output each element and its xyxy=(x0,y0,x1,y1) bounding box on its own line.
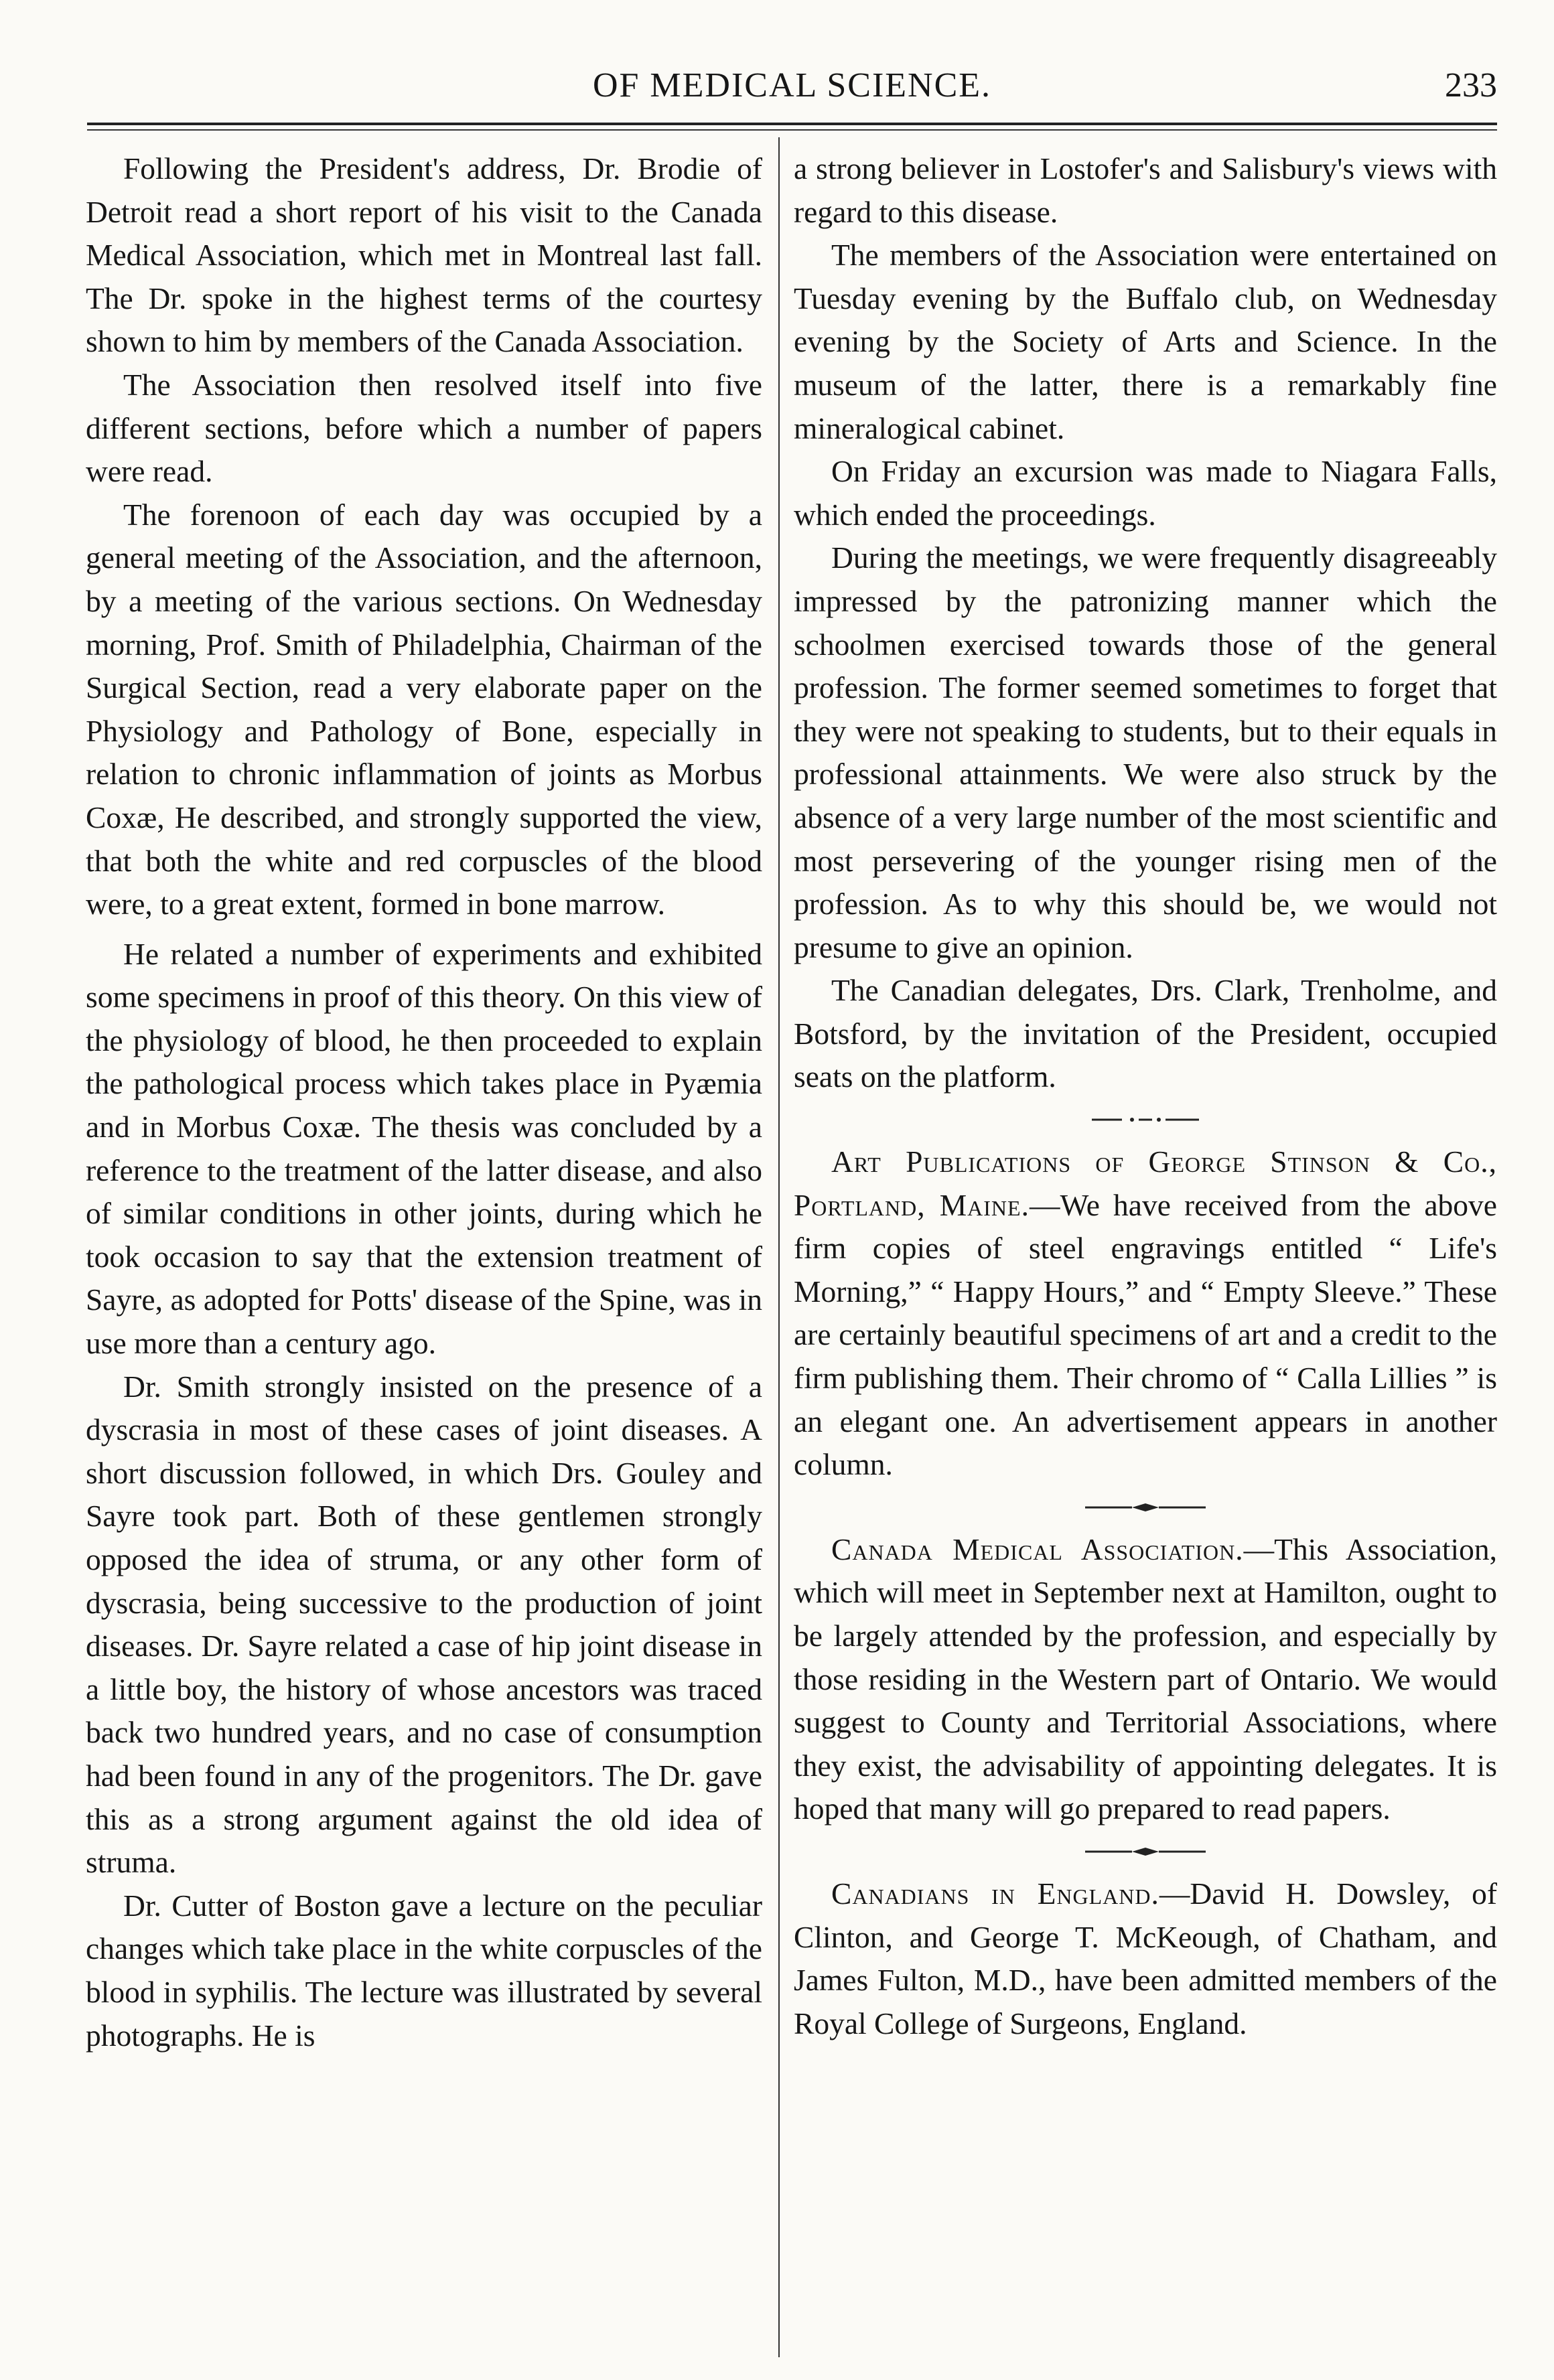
notice-body: —We have received from the above firm copies of steel engravings entitled “ Life's Morning,” “ Happy Hours,” and “ Empty Sleeve.” These are certainly beautiful specimens of art and a credit to the firm publishing them. Their chromo of “ Calla Lillies ” is an elegant one. An advertisement appears in another column. xyxy=(794,1187,1497,1482)
page-number: 233 xyxy=(1445,66,1497,104)
notice-heading: Canadians in England. xyxy=(831,1876,1159,1911)
paragraph: The Association then resolved itself into five different sections, before which a number of papers were read. xyxy=(86,367,762,489)
notice-body: —This Association, which will meet in September next at Hamilton, ought to be largely attended by the profession, and especially by those residing in the Western part of Ontario. We would suggest to County and Territorial Associations, where they exist, the advisability of appointing delegates. It is hoped that many will go prepared to read papers. xyxy=(794,1532,1498,1826)
section-ornament xyxy=(794,1831,1497,1872)
running-title: OF MEDICAL SCIENCE. xyxy=(592,66,992,104)
left-column xyxy=(86,147,762,2057)
paragraph: He related a number of experiments and exhibited some specimens in proof of this theory. On this view of the physiology of blood, he then proceeded to explain the pathological process which takes place in Pyæmia and in Morbus Coxæ. The thesis was concluded by a reference to the treatment of the latter disease, and also of similar conditions in other joints, during which he took occasion to say that the extension treatment of Sayre, as adopted for Potts' disease of the Spine, was in use more than a century ago. xyxy=(86,936,762,1361)
paragraph: On Friday an excursion was made to Niagara Falls, which ended the proceedings. xyxy=(794,454,1497,532)
notice-heading: Canada Medical Association. xyxy=(831,1532,1244,1566)
right-column xyxy=(794,147,1497,2045)
running-header xyxy=(87,66,1497,113)
section-ornament xyxy=(794,1099,1497,1140)
paragraph: The Canadian delegates, Drs. Clark, Trenholme, and Botsford, by the invitation of the President, occupied seats on the platform. xyxy=(794,973,1497,1094)
header-rule-thick xyxy=(87,123,1497,125)
notice-body: —David H. Dowsley, of Clinton, and George T. McKeough, of Chatham, and James Fulton, M.D., have been admitted members of the Royal College of Surgeons, England. xyxy=(794,1876,1497,2040)
notice-canada-medical-association xyxy=(794,1528,1497,1831)
paragraph: The forenoon of each day was occupied by a general meeting of the Association, and the afternoon, by a meeting of the various sections. On Wednesday morning, Prof. Smith of Philadelphia, Chairman of the Surgical Section, read a very elaborate paper on the Physiology and Pathology of Bone, especially in relation to chronic inflammation of joints as Morbus Coxæ, He described, and strongly supported the view, that both the white and red corpuscles of the blood were, to a great extent, formed in bone marrow. xyxy=(86,497,762,921)
notice-canadians-in-england xyxy=(794,1872,1497,2045)
notice-heading: Art Publications of George Stinson & Co., Portland, Maine. xyxy=(794,1144,1497,1222)
section-ornament xyxy=(794,1487,1497,1528)
paragraph: a strong believer in Lostofer's and Salisbury's views with regard to this disease. xyxy=(794,151,1497,229)
paragraph: Following the President's address, Dr. Brodie of Detroit read a short report of his visit to the Canada Medical Association, which met in Montreal last fall. The Dr. spoke in the highest terms of the courtesy shown to him by members of the Canada Association. xyxy=(86,151,762,359)
notice-art-publications xyxy=(794,1140,1497,1487)
column-divider xyxy=(778,137,780,2357)
paragraph: Dr. Smith strongly insisted on the presence of a dyscrasia in most of these cases of joint diseases. A short discussion followed, in which Drs. Gouley and Sayre took part. Both of these gentlemen strongly opposed the idea of struma, or any other form of dyscrasia, being successive to the production of joint diseases. Dr. Sayre related a case of hip joint disease in a little boy, the history of whose ancestors was traced back two hundred years, and no case of consumption had been found in any of the progenitors. The Dr. gave this as a strong argument against the old idea of struma. xyxy=(86,1369,762,1880)
paragraph: Dr. Cutter of Boston gave a lecture on the peculiar changes which take place in the white corpuscles of the blood in syphilis. The lecture was illustrated by several photographs. He is xyxy=(86,1888,762,2053)
paragraph: During the meetings, we were frequently disagreeably impressed by the patronizing manner which the schoolmen exercised towards those of the general profession. The former seemed sometimes to forget that they were not speaking to students, but to their equals in professional attainments. We were also struck by the absence of a very large number of the most scientific and most persevering of the younger rising men of the profession. As to why this should be, we would not presume to give an opinion. xyxy=(794,540,1497,964)
paragraph: The members of the Association were entertained on Tuesday evening by the Buffalo club, on Wednesday evening by the Society of Arts and Science. In the museum of the latter, there is a remarkably fine mineralogical cabinet. xyxy=(794,238,1497,445)
header-rule-thin xyxy=(87,129,1497,131)
